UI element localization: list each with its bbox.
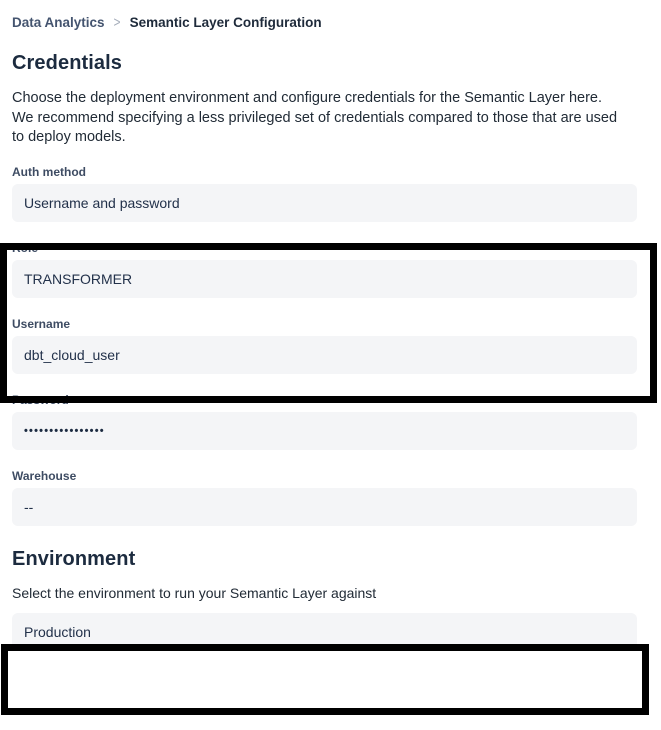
- auth-method-field-group: [12, 165, 637, 222]
- role-field-group: [12, 241, 637, 298]
- warehouse-value: --: [24, 498, 34, 515]
- environment-description: Select the environment to run your Semantic Layer against: [12, 584, 377, 601]
- semantic-layer-configuration-page: [0, 14, 661, 730]
- warehouse-field-group: [12, 469, 637, 526]
- environment-select[interactable]: [12, 613, 637, 651]
- environment-field-group: [12, 613, 661, 651]
- auth-method-value: Username and password: [24, 194, 180, 211]
- username-input[interactable]: [12, 336, 637, 374]
- auth-method-select[interactable]: [12, 184, 637, 222]
- breadcrumb-item-current: Semantic Layer Configuration: [129, 14, 322, 30]
- credentials-section-title: Credentials: [12, 52, 123, 74]
- password-label: Password: [12, 392, 69, 407]
- role-label: Role: [12, 240, 39, 255]
- breadcrumb: [12, 14, 661, 30]
- credentials-description: Choose the deployment environment and configure credentials for the Semantic Layer here. We recommend specifying a less privileged set of credentials compared to those that are used to deploy models.: [12, 90, 618, 145]
- environment-section-title: Environment: [12, 547, 136, 570]
- role-input[interactable]: [12, 260, 637, 298]
- username-field-group: [12, 317, 637, 374]
- breadcrumb-item-data-analytics[interactable]: Data Analytics: [12, 14, 105, 30]
- environment-value: Production: [24, 623, 91, 640]
- password-input[interactable]: [12, 412, 637, 450]
- username-label: Username: [12, 316, 71, 331]
- username-value: dbt_cloud_user: [24, 346, 120, 363]
- password-field-group: [12, 393, 637, 450]
- auth-method-label: Auth method: [12, 164, 86, 179]
- annotation-box-environment: [1, 644, 649, 715]
- warehouse-input[interactable]: [12, 488, 637, 526]
- warehouse-label: Warehouse: [12, 468, 77, 483]
- password-masked-value: ••••••••••••••••: [24, 424, 105, 437]
- role-value: TRANSFORMER: [24, 270, 133, 287]
- chevron-right-icon: >: [113, 13, 121, 31]
